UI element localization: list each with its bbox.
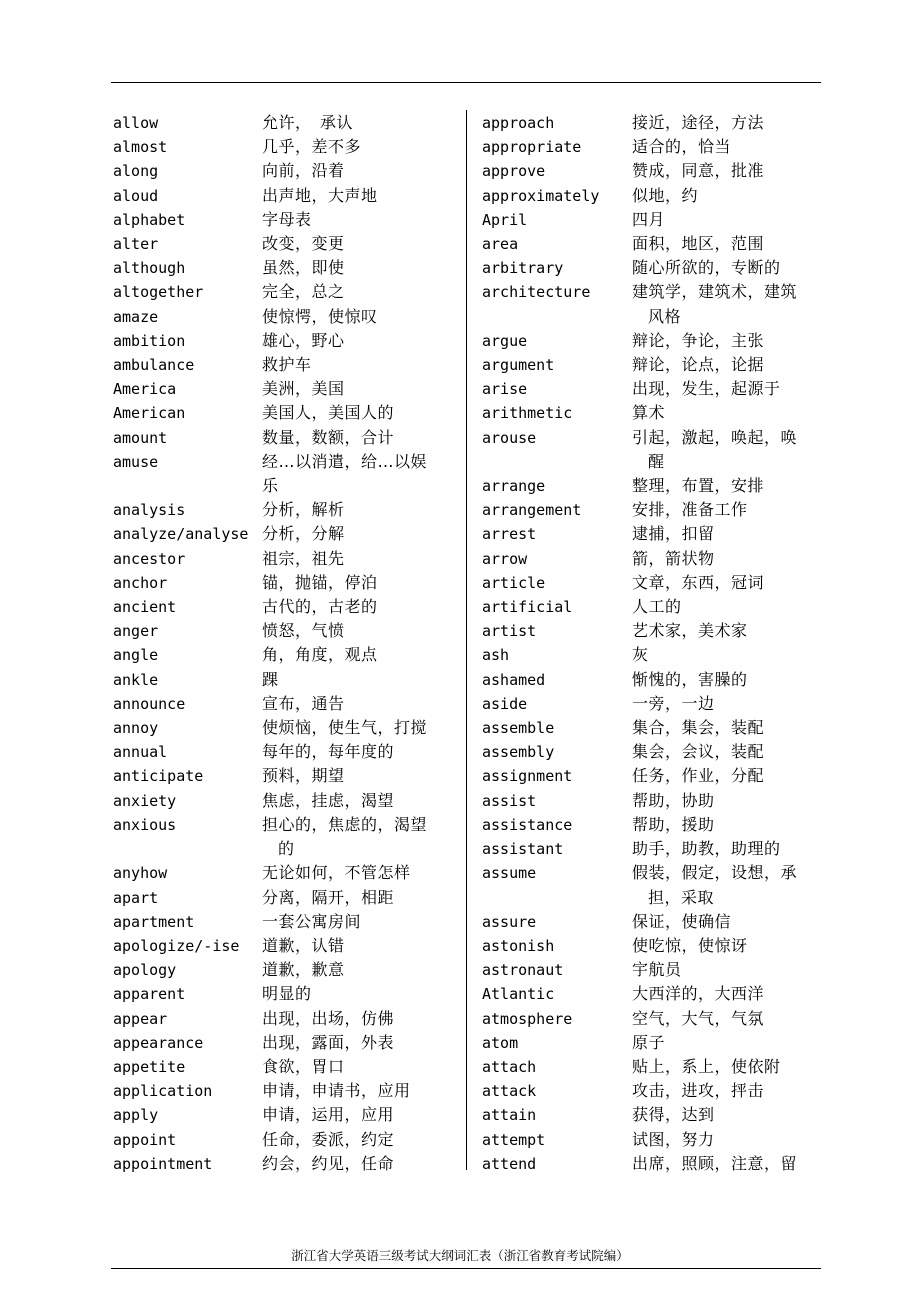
vocab-entry (482, 353, 822, 377)
vocab-entry (113, 982, 453, 1006)
vocab-definition: 赞成，同意，批准 (632, 161, 765, 181)
vocab-word: apart (113, 888, 159, 907)
vocab-entry (482, 813, 822, 837)
vocab-word: anxiety (113, 791, 177, 810)
vocab-word: altogether (113, 283, 204, 302)
vocab-entry (113, 813, 453, 861)
vocab-entry (113, 232, 453, 256)
vocab-definition: 允许， 承认 (262, 113, 354, 132)
vocab-definition: 四月 (632, 209, 666, 229)
vocab-definition: 申请，申请书，应用 (262, 1081, 411, 1101)
vocab-entry (482, 619, 822, 643)
vocab-definition: 明显的 (262, 984, 312, 1004)
vocab-definition: 宇航员 (632, 960, 682, 980)
vocab-definition: 原子 (632, 1032, 666, 1052)
vocab-entry (113, 619, 453, 643)
footer-rule (111, 1268, 821, 1269)
vocab-definition: 古代的，古老的 (262, 597, 378, 617)
vocab-word: anticipate (113, 767, 204, 786)
vocab-definition: 文章，东西，冠词 (632, 572, 765, 592)
vocab-word: arrest (482, 525, 537, 544)
vocab-entry (113, 861, 453, 885)
vocab-definition: 美洲，美国 (262, 379, 345, 399)
vocab-entry (113, 1128, 453, 1152)
vocab-entry (482, 910, 822, 934)
vocab-entry (482, 837, 822, 861)
vocab-definition: 随心所欲的，专断的 (632, 258, 781, 278)
vocab-entry (113, 1007, 453, 1031)
vocab-entry (482, 934, 822, 958)
vocab-word: assure (482, 912, 537, 931)
vocab-entry (113, 498, 453, 522)
vocab-entry (113, 353, 453, 377)
vocab-definition: 使烦恼，使生气，打搅 (262, 718, 428, 738)
vocab-definition: 每年的，每年度的 (262, 742, 395, 762)
vocab-entry (113, 1055, 453, 1079)
vocab-definition: 几乎，差不多 (262, 137, 362, 157)
vocab-word: approach (482, 114, 555, 132)
vocab-word: application (113, 1082, 213, 1101)
vocab-definition: 担心的，焦虑的，渴望 的 (113, 813, 453, 861)
vocab-entry (482, 1055, 822, 1079)
vocab-definition: 贴上，系上，使依附 (632, 1056, 781, 1076)
vocab-word: assistance (482, 815, 573, 834)
vocab-word: appropriate (482, 138, 582, 157)
vocab-entry (482, 1152, 822, 1176)
vocab-definition: 出现，出场，仿佛 (262, 1008, 395, 1028)
vocab-entry (113, 135, 453, 159)
vocab-definition: 假装，假定，设想，承 担，采取 (482, 861, 822, 909)
vocab-word: analyze/analyse (113, 525, 249, 544)
vocab-word: approximately (482, 186, 600, 205)
vocab-entry (482, 329, 822, 353)
vocab-definition: 分析，分解 (262, 524, 345, 544)
vocab-definition: 获得，达到 (632, 1105, 715, 1125)
vocab-entry (113, 329, 453, 353)
vocab-word: allow (113, 114, 159, 132)
vocab-word: anyhow (113, 864, 168, 883)
vocab-definition: 出现，发生，起源于 (632, 379, 781, 399)
vocab-entry (482, 208, 822, 232)
vocab-definition: 字母表 (262, 209, 312, 229)
vocab-definition: 祖宗，祖先 (262, 548, 345, 568)
vocab-entry (482, 159, 822, 183)
vocab-word: alphabet (113, 210, 186, 229)
vocab-definition: 惭愧的，害臊的 (632, 669, 748, 689)
vocab-word: aside (482, 694, 528, 713)
page-footer: 浙江省大学英语三级考试大纲词汇表（浙江省教育考试院编） (291, 1248, 629, 1263)
vocab-word: area (482, 235, 519, 254)
vocab-word: argue (482, 331, 528, 350)
vocab-entry (482, 1031, 822, 1055)
vocab-entry (482, 377, 822, 401)
vocab-word: approve (482, 162, 546, 181)
vocab-definition: 完全，总之 (262, 282, 345, 302)
vocab-entry (113, 256, 453, 280)
vocab-word: annoy (113, 719, 159, 738)
vocab-word: atmosphere (482, 1009, 573, 1028)
vocab-definition: 食欲，胃口 (262, 1056, 345, 1076)
vocab-word: article (482, 573, 546, 592)
vocab-definition: 集合，集会，装配 (632, 718, 765, 738)
vocab-definition: 分析，解析 (262, 500, 345, 520)
vocab-entry (482, 280, 822, 328)
vocab-entry (113, 159, 453, 183)
vocab-word: apology (113, 961, 177, 980)
vocab-entry (482, 547, 822, 571)
vocab-definition: 经…以消遣，给…以娱 乐 (113, 450, 453, 498)
vocab-definition: 引起，激起，唤起，唤 醒 (482, 426, 822, 474)
vocab-word: ambition (113, 331, 186, 350)
vocab-entry (482, 1007, 822, 1031)
vocab-definition: 道歉，歉意 (262, 960, 345, 980)
vocab-word: amaze (113, 307, 159, 326)
vocab-entry (482, 861, 822, 909)
vocab-word: Atlantic (482, 985, 555, 1004)
vocab-entry (482, 789, 822, 813)
vocab-word: astronaut (482, 961, 564, 980)
vocab-definition: 艺术家，美术家 (632, 621, 748, 641)
vocab-definition: 使惊愕，使惊叹 (262, 306, 378, 326)
right-column (482, 111, 822, 1176)
vocab-definition: 改变，变更 (262, 234, 345, 254)
vocab-definition: 帮助，援助 (632, 814, 715, 834)
vocab-entry (113, 1079, 453, 1103)
vocab-entry (113, 789, 453, 813)
vocab-definition: 人工的 (632, 597, 682, 617)
vocab-word: amount (113, 428, 168, 447)
vocab-word: architecture (482, 283, 591, 302)
vocab-definition-continued: 担，采取 (648, 887, 715, 907)
vocab-word: along (113, 162, 159, 181)
vocab-definition-continued: 的 (278, 839, 295, 859)
vocab-entry (482, 522, 822, 546)
vocab-entry (113, 764, 453, 788)
vocab-definition: 集会，会议，装配 (632, 742, 765, 762)
vocab-word: arise (482, 380, 528, 399)
vocab-word: arithmetic (482, 404, 573, 423)
vocab-word: American (113, 404, 186, 423)
vocab-definition-continued: 风格 (648, 306, 682, 326)
vocab-definition: 适合的，恰当 (632, 137, 732, 157)
vocab-word: anchor (113, 573, 168, 592)
vocab-entry (113, 280, 453, 304)
vocab-definition: 美国人，美国人的 (262, 403, 395, 423)
vocab-definition: 整理，布置，安排 (632, 476, 765, 496)
vocab-definition: 任命，委派，约定 (262, 1129, 395, 1149)
vocab-definition: 焦虑，挂虑，渴望 (262, 790, 395, 810)
vocab-word: attach (482, 1057, 537, 1076)
vocab-word: America (113, 380, 177, 399)
vocab-entry (113, 1103, 453, 1127)
vocab-definition: 锚，抛锚，停泊 (262, 572, 378, 592)
vocab-word: almost (113, 138, 168, 157)
vocab-entry (482, 232, 822, 256)
vocab-word: assignment (482, 767, 573, 786)
left-column (113, 111, 453, 1176)
vocab-word: apologize/-ise (113, 936, 240, 955)
vocab-word: ambulance (113, 356, 195, 375)
vocab-word: aloud (113, 186, 159, 205)
vocab-entry (113, 547, 453, 571)
vocab-definition: 一套公寓房间 (262, 911, 362, 931)
vocab-word: apparent (113, 985, 186, 1004)
vocab-word: astonish (482, 936, 555, 955)
vocab-entry (482, 401, 822, 425)
vocab-definition: 一旁，一边 (632, 693, 715, 713)
vocab-entry (482, 571, 822, 595)
vocab-entry (482, 1128, 822, 1152)
vocab-word: attack (482, 1082, 537, 1101)
vocab-word: assist (482, 791, 537, 810)
vocab-word: anxious (113, 815, 177, 834)
vocab-word: ancestor (113, 549, 186, 568)
vocab-word: although (113, 259, 186, 278)
vocab-definition: 虽然，即使 (262, 258, 345, 278)
vocab-entry (113, 668, 453, 692)
vocab-definition: 逮捕，扣留 (632, 524, 715, 544)
vocab-entry (482, 595, 822, 619)
vocab-entry (482, 184, 822, 208)
vocab-word: April (482, 210, 528, 229)
vocab-definition: 道歉，认错 (262, 935, 345, 955)
vocab-entry (482, 256, 822, 280)
vocab-definition: 使吃惊，使惊讶 (632, 935, 748, 955)
vocab-word: assume (482, 864, 537, 883)
vocab-definition: 似地，约 (632, 185, 699, 205)
vocab-word: atom (482, 1033, 519, 1052)
vocab-word: alter (113, 235, 159, 254)
vocab-entry (482, 426, 822, 474)
vocab-definition: 接近，途径，方法 (632, 113, 765, 132)
vocab-entry (113, 740, 453, 764)
vocab-definition: 辩论，争论，主张 (632, 330, 765, 350)
vocab-definition: 保证，使确信 (632, 911, 732, 931)
vocab-entry (113, 692, 453, 716)
vocab-entry (482, 740, 822, 764)
vocab-entry (113, 958, 453, 982)
vocab-entry (482, 692, 822, 716)
vocab-definition: 愤怒，气愤 (262, 621, 345, 641)
vocab-definition: 任务，作业，分配 (632, 766, 765, 786)
vocab-word: ashamed (482, 670, 546, 689)
vocab-definition-continued: 乐 (262, 476, 279, 496)
vocab-definition: 角，角度，观点 (262, 645, 378, 665)
vocab-word: artist (482, 622, 537, 641)
vocab-entry (113, 208, 453, 232)
vocab-word: annual (113, 743, 168, 762)
vocab-word: arrow (482, 549, 528, 568)
vocab-definition: 雄心，野心 (262, 330, 345, 350)
vocab-entry (113, 1152, 453, 1176)
vocab-word: arouse (482, 428, 537, 447)
vocab-definition: 建筑学，建筑术，建筑 风格 (482, 280, 822, 328)
vocab-entry (113, 716, 453, 740)
vocab-word: assemble (482, 719, 555, 738)
vocab-entry (482, 958, 822, 982)
vocab-definition: 箭，箭状物 (632, 548, 715, 568)
vocab-definition: 空气，大气，气氛 (632, 1008, 765, 1028)
vocab-entry (113, 377, 453, 401)
vocab-entry (113, 595, 453, 619)
vocab-word: arbitrary (482, 259, 564, 278)
column-divider (466, 110, 467, 1170)
vocab-word: ankle (113, 670, 159, 689)
vocab-definition: 攻击，进攻，抨击 (632, 1081, 765, 1101)
vocab-entry (113, 184, 453, 208)
vocab-definition: 数量，数额，合计 (262, 427, 395, 447)
vocab-definition: 帮助，协助 (632, 790, 715, 810)
vocab-definition: 灰 (632, 645, 649, 665)
vocab-definition: 助手，助教，助理的 (632, 839, 781, 859)
vocab-definition: 约会，约见，任命 (262, 1153, 395, 1173)
vocab-word: angle (113, 646, 159, 665)
vocab-word: ancient (113, 598, 177, 617)
vocab-word: arrange (482, 477, 546, 496)
vocab-entry (113, 111, 453, 135)
vocab-definition: 宣布，通告 (262, 693, 345, 713)
vocab-word: argument (482, 356, 555, 375)
vocab-entry (482, 643, 822, 667)
vocab-word: attempt (482, 1130, 546, 1149)
vocab-word: ash (482, 646, 510, 665)
vocab-word: appoint (113, 1130, 177, 1149)
vocab-entry (113, 522, 453, 546)
vocab-entry (482, 1079, 822, 1103)
vocab-entry (482, 668, 822, 692)
vocab-entry (113, 401, 453, 425)
vocab-definition: 大西洋的，大西洋 (632, 984, 765, 1004)
vocab-definition: 出席，照顾，注意，留 (632, 1153, 798, 1173)
vocab-word: attend (482, 1154, 537, 1173)
vocab-definition: 申请，运用，应用 (262, 1105, 395, 1125)
vocab-definition: 救护车 (262, 355, 312, 375)
vocab-entry (113, 910, 453, 934)
vocab-word: announce (113, 694, 186, 713)
vocab-definition-continued: 醒 (648, 451, 665, 471)
vocab-entry (482, 474, 822, 498)
vocab-entry (113, 450, 453, 498)
vocab-entry (113, 934, 453, 958)
vocab-entry (482, 764, 822, 788)
vocab-entry (113, 886, 453, 910)
vocab-entry (482, 111, 822, 135)
vocab-word: attain (482, 1106, 537, 1125)
vocab-entry (482, 135, 822, 159)
vocab-definition: 向前，沿着 (262, 161, 345, 181)
header-rule (111, 82, 821, 83)
vocab-word: amuse (113, 452, 159, 471)
vocab-definition: 无论如何，不管怎样 (262, 863, 411, 883)
vocab-definition: 出现，露面，外表 (262, 1032, 395, 1052)
vocab-word: analysis (113, 501, 186, 520)
vocab-entry (482, 982, 822, 1006)
vocab-definition: 安排，准备工作 (632, 500, 748, 520)
vocab-definition: 试图，努力 (632, 1129, 715, 1149)
vocab-entry (113, 571, 453, 595)
vocab-definition: 分离，隔开，相距 (262, 887, 395, 907)
vocab-word: appearance (113, 1033, 204, 1052)
vocab-word: appear (113, 1009, 168, 1028)
vocab-word: apartment (113, 912, 195, 931)
vocab-definition: 算术 (632, 403, 666, 423)
vocab-word: appetite (113, 1057, 186, 1076)
vocab-word: appointment (113, 1154, 213, 1173)
vocab-word: anger (113, 622, 159, 641)
vocab-entry (482, 716, 822, 740)
vocab-word: apply (113, 1106, 159, 1125)
vocab-entry (113, 426, 453, 450)
vocab-definition: 出声地，大声地 (262, 185, 378, 205)
vocab-definition: 辩论，论点，论据 (632, 355, 765, 375)
vocab-entry (482, 1103, 822, 1127)
vocab-entry (113, 305, 453, 329)
vocab-word: arrangement (482, 501, 582, 520)
vocab-word: assembly (482, 743, 555, 762)
vocab-definition: 预料，期望 (262, 766, 345, 786)
vocab-entry (113, 643, 453, 667)
vocab-entry (482, 498, 822, 522)
vocab-definition: 踝 (262, 669, 279, 689)
vocab-word: assistant (482, 840, 564, 859)
vocab-entry (113, 1031, 453, 1055)
vocab-definition: 面积，地区，范围 (632, 234, 765, 254)
vocab-word: artificial (482, 598, 573, 617)
